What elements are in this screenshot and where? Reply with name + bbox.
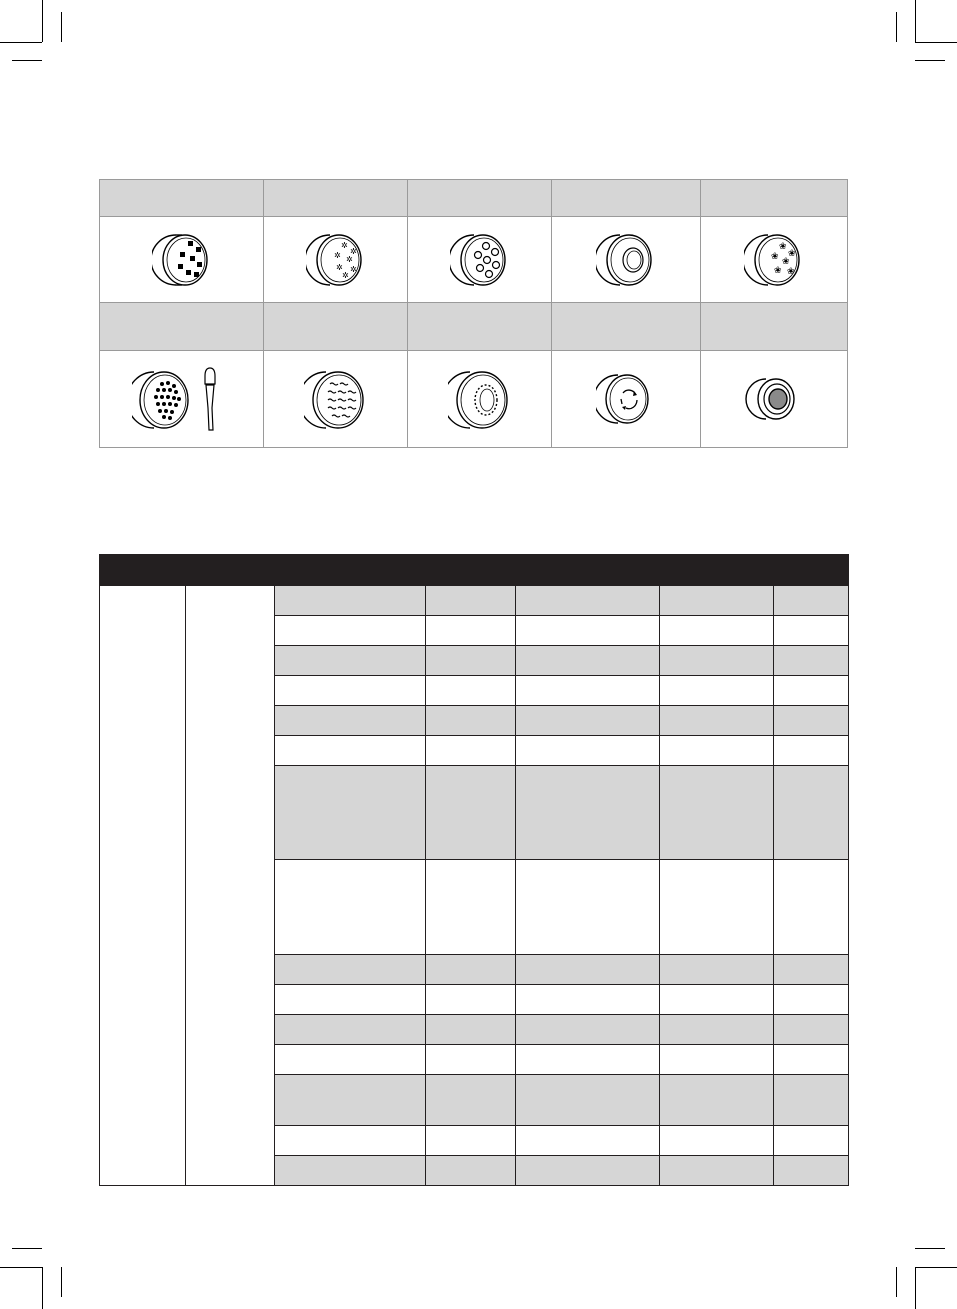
table-cell — [660, 985, 774, 1015]
table-cell — [516, 1126, 660, 1156]
table-cell — [516, 955, 660, 985]
disc-label — [100, 180, 264, 217]
disc-label-row-bottom — [100, 303, 848, 351]
table-cell — [275, 1045, 426, 1075]
table-cell — [516, 985, 660, 1015]
crop-mark-br-v2 — [896, 1267, 897, 1297]
table-cell — [660, 586, 774, 616]
disc-cell — [100, 217, 264, 303]
table-cell — [774, 1126, 849, 1156]
crop-mark-tl-v2 — [61, 12, 62, 42]
table-cell — [774, 955, 849, 985]
crop-mark-tr-v — [915, 0, 916, 42]
table-cell — [774, 985, 849, 1015]
table-cell — [516, 676, 660, 706]
crop-mark-tr-h — [915, 42, 957, 43]
table-cell — [774, 1156, 849, 1186]
star-holes-disc-icon — [306, 230, 366, 290]
crop-mark-tr-v2 — [896, 12, 897, 42]
table-cell — [516, 1075, 660, 1126]
disc-cell — [408, 351, 552, 448]
crop-mark-tr-h2 — [915, 60, 945, 61]
disc-label — [100, 303, 264, 351]
table-cell — [426, 766, 516, 860]
disc-label — [264, 180, 408, 217]
flower-holes-disc-icon — [744, 230, 804, 290]
svg-text:✲: ✲ — [349, 246, 357, 256]
table-cell — [774, 736, 849, 766]
recipe-table — [99, 554, 849, 1186]
disc-label — [552, 303, 701, 351]
svg-text:✲: ✲ — [341, 270, 349, 280]
svg-text:❀: ❀ — [771, 251, 779, 262]
merged-cell — [100, 586, 186, 1186]
disc-cell — [100, 351, 264, 448]
table-cell — [660, 706, 774, 736]
cleaning-tool-icon — [205, 368, 215, 430]
disc-cell — [701, 351, 848, 448]
table-cell — [275, 985, 426, 1015]
disc-image-row-bottom — [100, 351, 848, 448]
table-cell — [660, 676, 774, 706]
table-cell — [275, 1015, 426, 1045]
table-cell — [275, 586, 426, 616]
table-cell — [516, 646, 660, 676]
disc-label-row-top — [100, 180, 848, 217]
table-cell — [774, 706, 849, 736]
table-cell — [426, 706, 516, 736]
crop-mark-bl-v2 — [61, 1267, 62, 1297]
table-cell — [426, 586, 516, 616]
disc-cell — [264, 351, 408, 448]
table-cell — [426, 860, 516, 955]
table-cell — [516, 586, 660, 616]
table-cell — [774, 860, 849, 955]
round-holes-disc-icon — [450, 230, 510, 290]
table-cell — [275, 736, 426, 766]
svg-text:✲: ✲ — [345, 254, 353, 264]
table-cell — [426, 646, 516, 676]
table-cell — [516, 736, 660, 766]
disc-table — [99, 179, 848, 448]
svg-text:❀: ❀ — [788, 248, 796, 259]
table-cell — [774, 1045, 849, 1075]
table-cell — [426, 676, 516, 706]
recipe-header-cell — [774, 555, 849, 586]
disc-image-row-top — [100, 217, 848, 303]
table-row — [100, 586, 849, 616]
table-cell — [275, 1126, 426, 1156]
crop-mark-tl-v — [42, 0, 43, 42]
table-cell — [516, 1015, 660, 1045]
disc-cell — [552, 351, 701, 448]
svg-text:✲: ✲ — [333, 250, 341, 260]
crop-mark-tl-h — [0, 42, 42, 43]
svg-text:❀: ❀ — [787, 266, 795, 277]
table-cell — [426, 736, 516, 766]
table-cell — [660, 1075, 774, 1126]
recipe-header-cell — [516, 555, 660, 586]
ring-slot-disc-icon — [448, 364, 512, 434]
table-cell — [275, 955, 426, 985]
table-cell — [660, 860, 774, 955]
crop-mark-br-v — [915, 1267, 916, 1309]
table-cell — [774, 1075, 849, 1126]
table-cell — [275, 1075, 426, 1126]
table-cell — [660, 1156, 774, 1186]
disc-label — [701, 180, 848, 217]
table-cell — [774, 766, 849, 860]
svg-text:❀: ❀ — [774, 265, 782, 276]
spiral-disc-icon — [596, 369, 656, 429]
table-cell — [275, 706, 426, 736]
table-cell — [516, 1156, 660, 1186]
crop-mark-bl-h — [0, 1267, 42, 1268]
disc-label — [264, 303, 408, 351]
table-cell — [774, 616, 849, 646]
table-cell — [660, 646, 774, 676]
svg-text:✲: ✲ — [340, 240, 348, 250]
table-cell — [774, 1015, 849, 1045]
table-cell — [275, 1156, 426, 1186]
table-cell — [516, 706, 660, 736]
crop-mark-br-h — [915, 1267, 957, 1268]
table-cell — [426, 616, 516, 646]
table-cell — [660, 766, 774, 860]
table-cell — [774, 676, 849, 706]
disc-cell — [701, 217, 848, 303]
table-cell — [426, 1156, 516, 1186]
table-cell — [426, 1075, 516, 1126]
crop-mark-bl-v — [42, 1267, 43, 1309]
table-cell — [774, 586, 849, 616]
table-cell — [516, 766, 660, 860]
table-cell — [426, 1045, 516, 1075]
crop-mark-br-h2 — [915, 1248, 945, 1249]
recipe-header-cell — [660, 555, 774, 586]
single-ring-disc-icon — [596, 230, 656, 290]
table-cell — [516, 860, 660, 955]
disc-cell — [408, 217, 552, 303]
disc-cell — [552, 217, 701, 303]
table-cell — [275, 616, 426, 646]
slot-holes-disc-icon — [304, 364, 368, 434]
recipe-header-row — [100, 555, 849, 586]
crop-mark-tl-h2 — [12, 60, 42, 61]
svg-text:✲: ✲ — [335, 262, 343, 272]
table-cell — [275, 860, 426, 955]
recipe-header-cell — [100, 555, 186, 586]
disc-label — [408, 303, 552, 351]
many-holes-disc-icon — [132, 364, 232, 434]
table-cell — [426, 955, 516, 985]
table-cell — [275, 766, 426, 860]
disc-label — [552, 180, 701, 217]
table-cell — [660, 1015, 774, 1045]
table-cell — [275, 646, 426, 676]
recipe-header-cell — [426, 555, 516, 586]
svg-text:✲: ✲ — [349, 264, 357, 274]
table-cell — [660, 1045, 774, 1075]
disc-label — [408, 180, 552, 217]
disc-cell — [264, 217, 408, 303]
table-cell — [426, 1126, 516, 1156]
table-cell — [426, 985, 516, 1015]
table-cell — [516, 1045, 660, 1075]
table-cell — [426, 1015, 516, 1045]
table-cell — [516, 616, 660, 646]
crop-mark-bl-h2 — [12, 1248, 42, 1249]
table-cell — [660, 955, 774, 985]
recipe-header-cell — [186, 555, 275, 586]
merged-cell — [186, 586, 275, 1186]
svg-text:❀: ❀ — [782, 256, 790, 267]
table-cell — [774, 646, 849, 676]
round-nozzle-disc-icon — [744, 369, 804, 429]
table-cell — [275, 676, 426, 706]
table-cell — [660, 736, 774, 766]
recipe-header-cell — [275, 555, 426, 586]
square-holes-disc-icon — [152, 230, 212, 290]
disc-label — [701, 303, 848, 351]
table-cell — [660, 616, 774, 646]
table-cell — [660, 1126, 774, 1156]
svg-text:❀: ❀ — [779, 241, 787, 252]
